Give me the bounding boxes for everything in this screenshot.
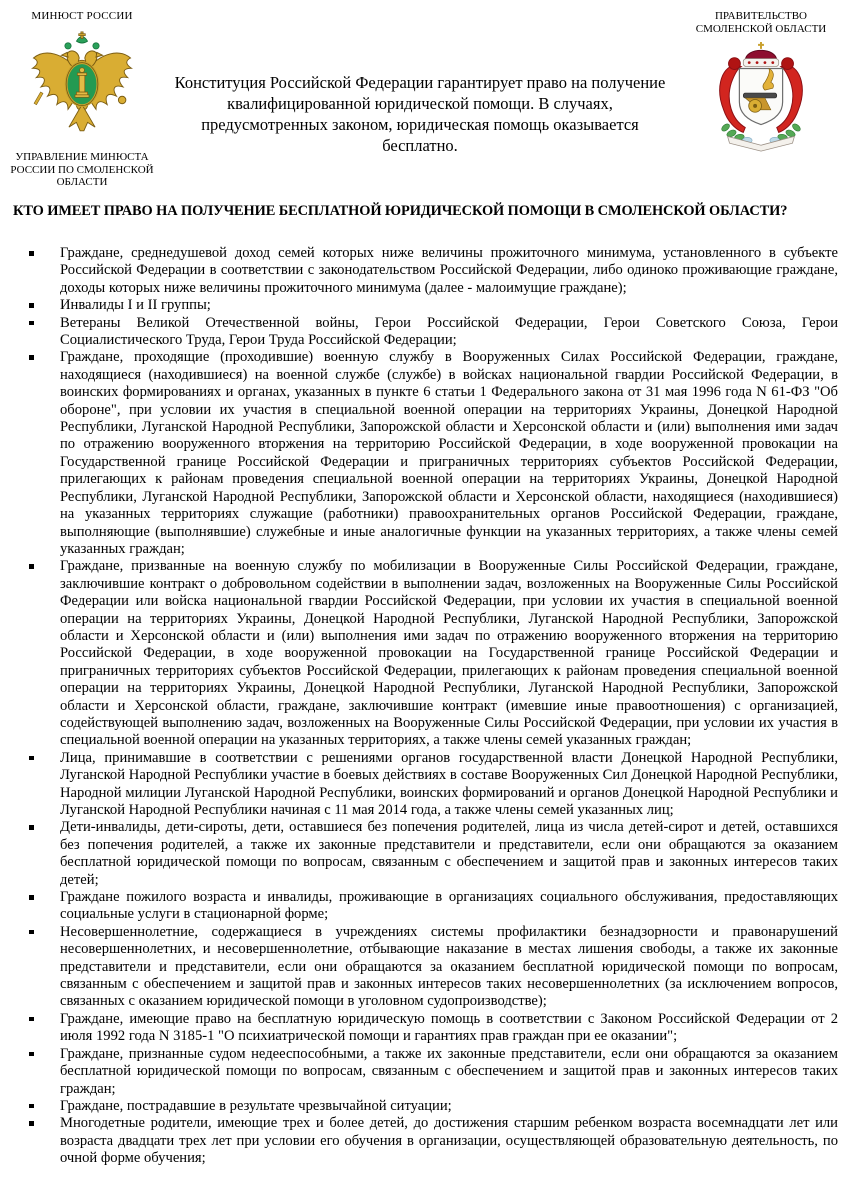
list-item [0,1098,838,1115]
bullet-square-icon [29,355,34,360]
bullet-square-icon [29,1121,34,1126]
bullet-square-icon [29,895,34,900]
list-item-text: Граждане, проходящие (проходившие) военную службу в Вооруженных Силах Российской Федерации, граждане, находящиеся (находившиеся) на военной службе (службе) в войсках национальной гвардии Российской Федерации, в воинских формированиях и органах, указанных в пункте 6 статьи 1 Федерального закона от 31 мая 1996 года N 61-ФЗ "Об обороне", при условии их участия в специальной военной операции на территориях Украины, Донецкой Народной Республики, Луганской Народной Республики, Запорожской области и Херсонской области и (или) выполнения ими задач по отражению вооруженного вторжения на территорию Российской Федерации, в ходе вооруженной провокации на Государственной границе Российской Федерации и приграничных территориях субъектов Российской Федерации, прилегающих к районам проведения специальной военной операции на территориях Украины, Донецкой Народной Республики, Луганской Народной Республики, Запорожской области и Херсонской области, находящиеся (находившиеся) на указанных территориях служащие (работники) правоохранительных органов Российской Федерации, граждане, выполняющие (выполнявшие) служебные и иные аналогичные функции на указанных территориях, а также члены семей указанных граждан; [60,349,838,557]
constitution-paragraph: Конституция Российской Федерации гарантирует право на получение квалифицированной юридической помощи. В случаях, предусмотренных законом, юридическая помощь оказывается бесплатно. [174,73,666,155]
list-item-text: Граждане, имеющие право на бесплатную юридическую помощь в соответствии с Законом Российской Федерации от 2 июля 1992 года N 3185-1 "О психиатрической помощи и гарантиях прав граждан при ее оказании"; [60,1010,838,1045]
ministry-subtitle: УПРАВЛЕНИЕ МИНЮСТА РОССИИ ПО СМОЛЕНСКОЙ ОБЛАСТИ [10,151,154,188]
list-item-text: Ветераны Великой Отечественной войны, Герои Российской Федерации, Герои Советского Союза, Герои Социалистического Труда, Герои Труда Российской Федерации; [60,314,838,349]
list-item [0,315,838,350]
list-item [0,297,838,314]
list-item [0,819,838,889]
minjust-eagle-emblem-icon [6,30,158,147]
list-item-text: Граждане, признанные судом недееспособными, а также их законные представители, если они обращаются за оказанием бесплатной юридической помощи по вопросам, связанным с обеспечением и защитой прав и законных интересов таких граждан; [60,1045,838,1097]
bullet-square-icon [29,930,34,935]
government-title: ПРАВИТЕЛЬСТВО СМОЛЕНСКОЙ ОБЛАСТИ [695,10,827,35]
list-item-text: Граждане, призванные на военную службу по мобилизации в Вооруженные Силы Российской Федерации, граждане, заключившие контракт о добровольном содействии в выполнении задач, возложенных на Вооруженные Силы Российской Федерации или войска национальной гвардии Российской Федерации, при условии их участия в специальной военной операции на территориях Украины, Донецкой Народной Республики, Луганской Народной Республики, Запорожской области и Херсонской области и (или) выполнения ими задач по отражению вооруженного вторжения на территорию Российской Федерации, в ходе вооруженной провокации на Государственной границе Российской Федерации и приграничных территориях субъектов Российской Федерации, прилегающих к районам проведения специальной военной операции на территориях Украины, Донецкой Народной Республики, Луганской Народной Республики, Запорожской области и Херсонской области, граждане, заключившие контракт (имевшие иные правоотношения) с организацией, содействующей выполнению задач, возложенных на Вооруженные Силы Российской Федерации, при условии их участия в специальной военной операции на указанных территориях, а также члены семей указанных граждан; [60,558,838,749]
list-item [0,750,838,820]
list-item-text: Многодетные родители, имеющие трех и более детей, до достижения старшим ребенком возраста восемнадцати лет или возраста двадцати трех лет при условии его обучения в организации, осуществляющей образовательную деятельность, по очной форме обучения; [60,1115,838,1167]
list-item [0,349,838,558]
list-item-text: Дети-инвалиды, дети-сироты, дети, оставшиеся без попечения родителей, лица из числа детей-сирот и детей, оставшихся без попечения родителей, а также их законные представители и представители, если они обращаются за оказанием бесплатной юридической помощи по вопросам, связанным с обеспечением и защитой прав и законных интересов таких детей; [60,819,838,888]
bullet-square-icon [29,825,34,830]
bullet-square-icon [29,564,34,569]
list-item [0,245,838,297]
list-item [0,1115,838,1167]
bullet-square-icon [29,303,34,308]
list-item [0,889,838,924]
bullet-square-icon [29,321,34,326]
list-item [0,924,838,1011]
list-item-text: Граждане пожилого возраста и инвалиды, проживающие в организациях социального обслуживания, предоставляющих социальные услуги в стационарной форме; [60,889,838,923]
bullet-square-icon [29,1104,34,1109]
ministry-header-block [6,10,158,189]
list-item [0,558,838,749]
bullet-square-icon [29,756,34,761]
eligibility-list [0,245,838,1168]
list-item-text: Лица, принимавшие в соответствии с решениями органов государственной власти Донецкой Народной Республики, Луганской Народной Республики участие в боевых действиях в составе Вооруженных Сил Донецкой Народной Республики, Народной милиции Луганской Народной Республики, воинских формирований и органов Донецкой Народной Республики и Луганской Народной Республики начиная с 11 мая 2014 года, а также члены семей указанных лиц; [60,749,838,818]
smolensk-coat-of-arms-icon [680,39,842,162]
page-title: КТО ИМЕЕТ ПРАВО НА ПОЛУЧЕНИЕ БЕСПЛАТНОЙ ЮРИДИЧЕСКОЙ ПОМОЩИ В СМОЛЕНСКОЙ ОБЛАСТИ? [13,203,788,219]
government-header-block [680,10,842,162]
bullet-square-icon [29,251,34,256]
list-item-text: Несовершеннолетние, содержащиеся в учреждениях системы профилактики безнадзорности и правонарушений несовершеннолетних, и несовершеннолетние, отбывающие наказание в местах лишения свободы, а также их законные представители и представители, если они обращаются за оказанием бесплатной юридической помощи по вопросам, связанным с обеспечением и защитой прав и законных интересов таких несовершеннолетних (за исключением вопросов, связанных с оказанием юридической помощи в уголовном судопроизводстве); [60,923,838,1010]
list-item [0,1011,838,1046]
list-item-text: Граждане, пострадавшие в результате чрезвычайной ситуации; [60,1097,452,1114]
list-item-text: Граждане, среднедушевой доход семей которых ниже величины прожиточного минимума, установленного в субъекте Российской Федерации в соответствии с законодательством Российской Федерации, либо одиноко проживающие граждане, доходы которых ниже величины прожиточного минимума (далее - малоимущие граждане); [60,245,838,296]
list-item [0,1046,838,1098]
ministry-title: МИНЮСТ РОССИИ [31,10,133,22]
bullet-square-icon [29,1017,34,1022]
bullet-square-icon [29,1052,34,1057]
list-item-text: Инвалиды I и II группы; [60,297,211,314]
